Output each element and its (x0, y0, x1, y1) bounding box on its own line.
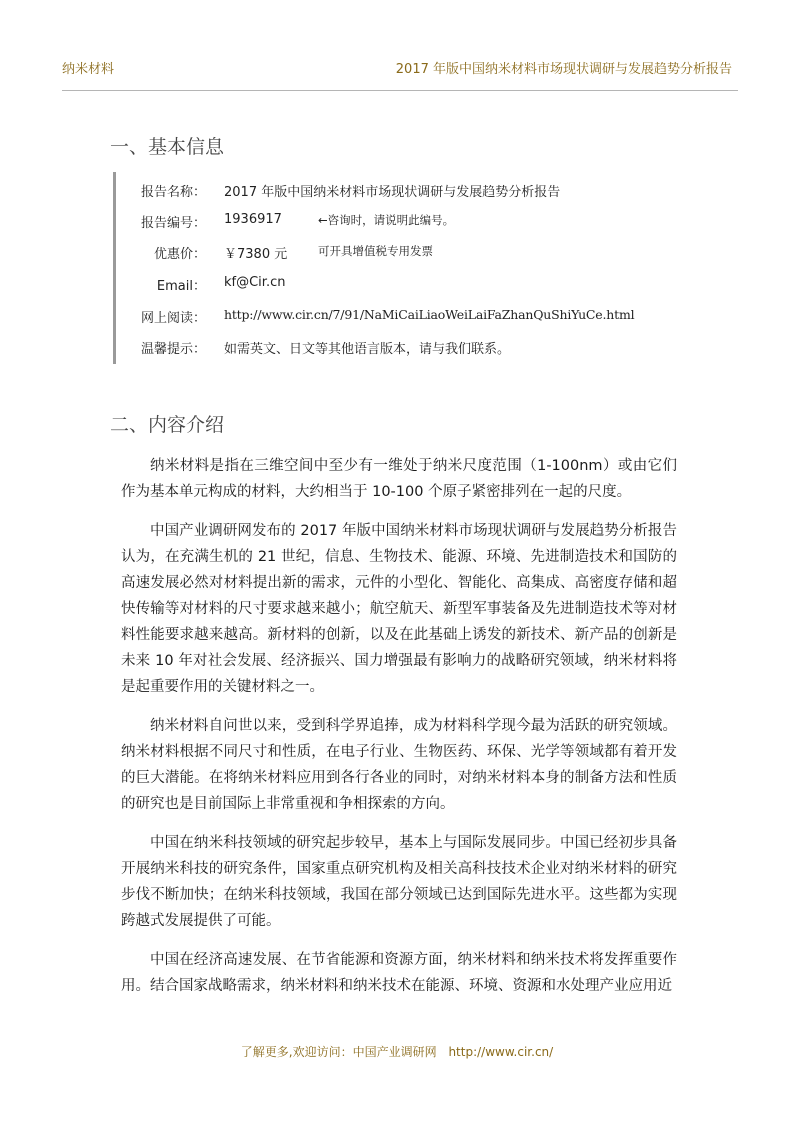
header-category: 纳米材料 (62, 62, 115, 77)
price-label: 优惠价： (153, 247, 206, 262)
price-note: 可开具增值税专用发票 (318, 244, 433, 258)
info-row-email (116, 275, 676, 297)
page-footer (0, 1043, 794, 1060)
email-link[interactable]: kf@Cir.cn (224, 275, 286, 290)
email-label: Email： (156, 279, 206, 294)
header-divider (62, 90, 738, 91)
report-name-label: 报告名称： (140, 185, 206, 200)
online-read-link[interactable]: http://www.cir.cn/7/91/NaMiCaiLiaoWeiLaiFaZhanQuShiYuCe.html (224, 307, 635, 322)
info-row-report-name (116, 181, 676, 203)
content-paragraph: 纳米材料是指在三维空间中至少有一维处于纳米尺度范围（1-100nm）或由它们作为基本单元构成的材料，大约相当于 10-100 个原子紧密排列在一起的尺度。 (121, 458, 677, 500)
content-paragraph: 中国在纳米科技领域的研究起步较早，基本上与国际发展同步。中国已经初步具备开展纳米科技的研究条件，国家重点研究机构及相关高科技技术企业对纳米材料的研究步伐不断加快；在纳米科技领域，我国在部分领域已达到国际先进水平。这些都为实现跨越式发展提供了可能。 (121, 835, 677, 929)
tip-value: 如需英文、日文等其他语言版本，请与我们联系。 (224, 342, 511, 357)
report-number-note: ←咨询时，请说明此编号。 (318, 213, 455, 227)
section-title-basic-info: 一、基本信息 (110, 136, 225, 158)
footer-text: 了解更多,欢迎访问：中国产业调研网 (240, 1045, 437, 1059)
section-title-content-intro: 二、内容介绍 (110, 414, 225, 436)
footer-link[interactable]: http://www.cir.cn/ (448, 1045, 554, 1059)
tip-label: 温馨提示： (140, 342, 206, 357)
info-row-price (116, 243, 676, 265)
info-row-online-url (116, 307, 676, 329)
basic-info-box (113, 172, 676, 364)
report-number-label: 报告编号： (140, 216, 206, 231)
report-name-value: 2017 年版中国纳米材料市场现状调研与发展趋势分析报告 (224, 185, 561, 200)
info-row-tip (116, 338, 676, 360)
price-value: ￥7380 元 (224, 247, 288, 262)
report-number-value: 1936917 (224, 212, 282, 227)
content-body (121, 453, 677, 1012)
content-paragraph: 中国在经济高速发展、在节省能源和资源方面，纳米材料和纳米技术将发挥重要作用。结合国家战略需求，纳米材料和纳米技术在能源、环境、资源和水处理产业应用近 (121, 952, 677, 994)
info-row-report-number (116, 212, 676, 234)
header-report-title: 2017 年版中国纳米材料市场现状调研与发展趋势分析报告 (395, 62, 732, 77)
online-read-label: 网上阅读： (140, 311, 206, 326)
content-paragraph: 中国产业调研网发布的 2017 年版中国纳米材料市场现状调研与发展趋势分析报告认为，在充满生机的 21 世纪，信息、生物技术、能源、环境、先进制造技术和国防的高速发展必然对材料提出新的需求，元件的小型化、智能化、高集成、高密度存储和超快传输等对材料的尺寸要求越来越小；航空航天、新型军事装备及先进制造技术等对材料性能要求越来越高。新材料的创新，以及在此基础上诱发的新技术、新产品的创新是未来 10 年对社会发展、经济振兴、国力增强最有影响力的战略研究领域，纳米材料将是起重要作用的关键材料之一。 (121, 523, 677, 695)
content-paragraph: 纳米材料自问世以来，受到科学界追捧，成为材料科学现今最为活跃的研究领域。纳米材料根据不同尺寸和性质，在电子行业、生物医药、环保、光学等领域都有着开发的巨大潜能。在将纳米材料应用到各行各业的同时，对纳米材料本身的制备方法和性质的研究也是目前国际上非常重视和争相探索的方向。 (121, 718, 677, 812)
